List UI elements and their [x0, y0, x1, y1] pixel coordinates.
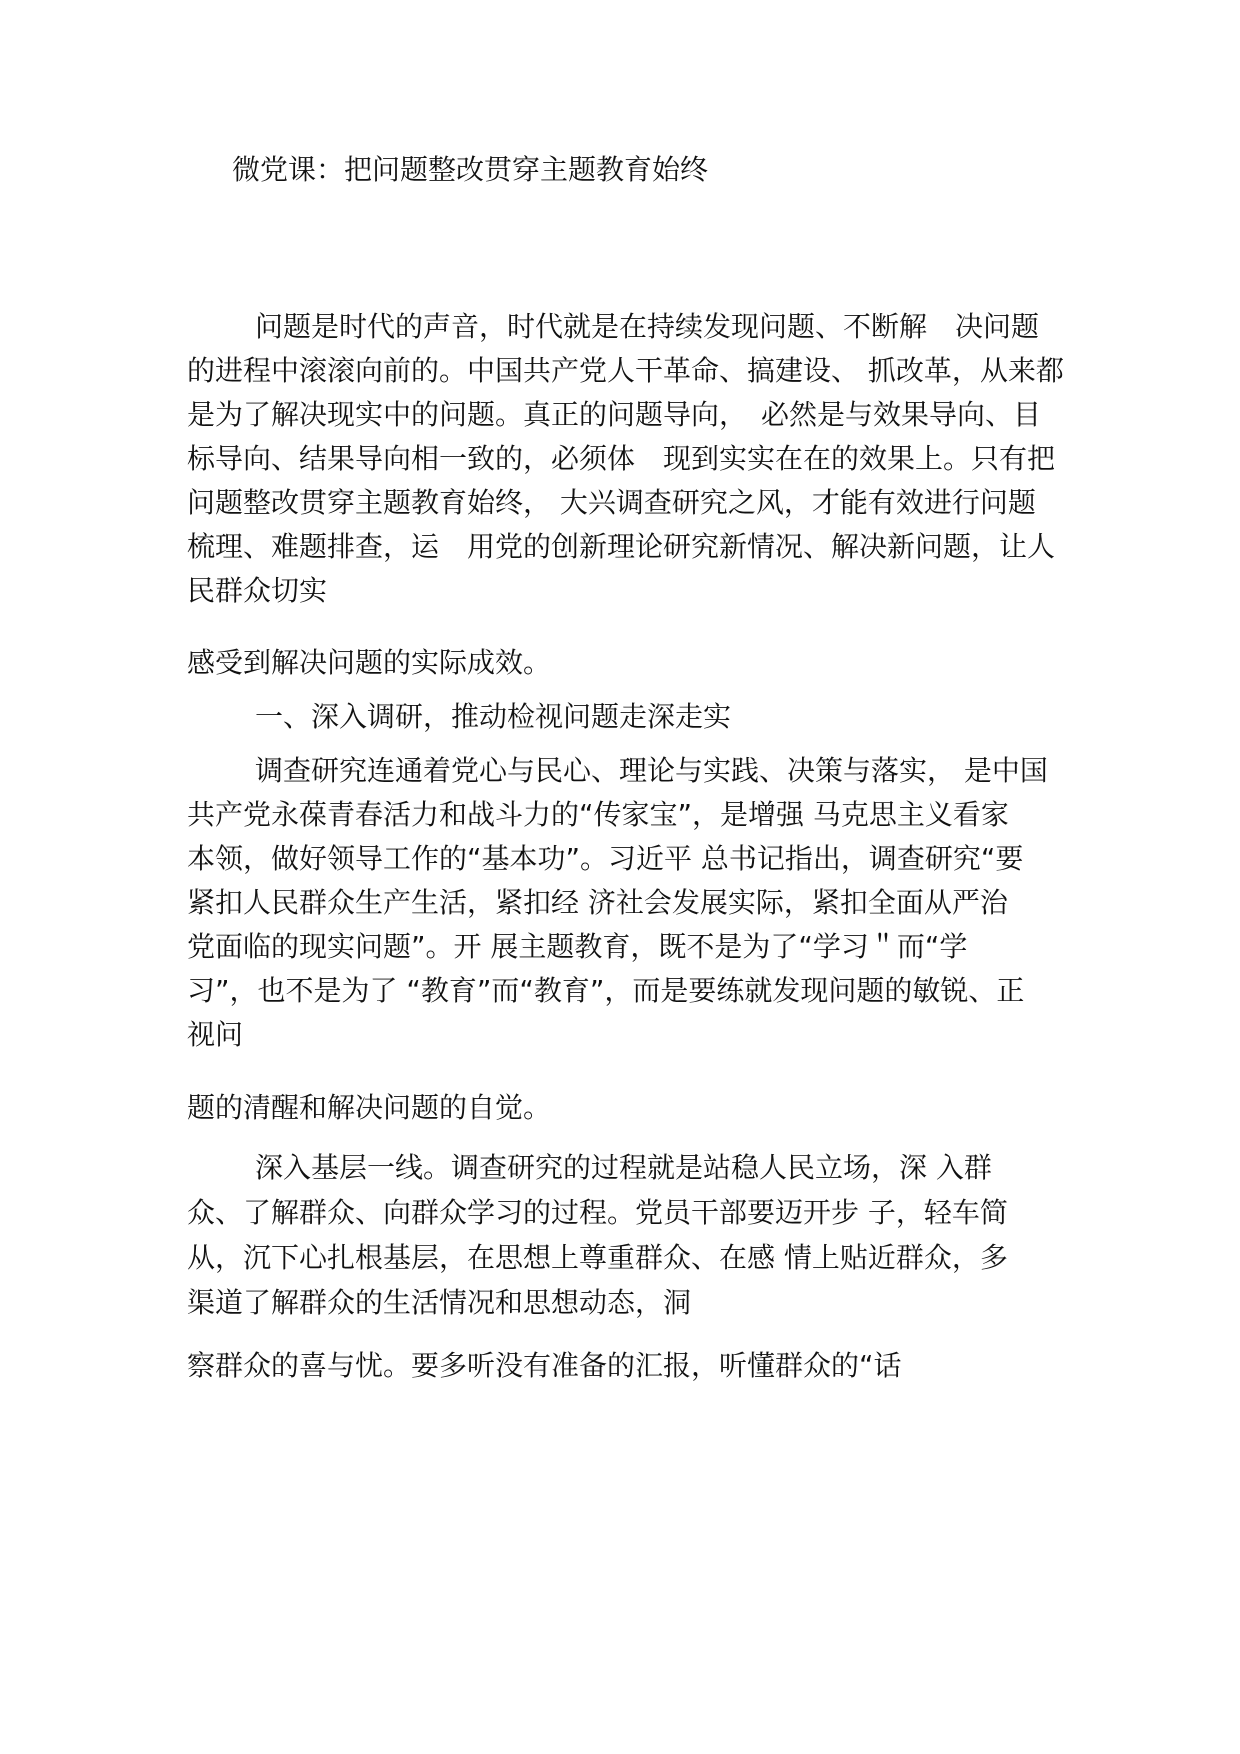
paragraph-line: 察群众的喜与忧。要多听没有准备的汇报，听懂群众的“话 — [187, 1349, 902, 1382]
paragraph-line: 问题是时代的声音，时代就是在持续发现问题、不断解 决问题 — [255, 310, 1040, 343]
paragraph-line: 调查研究连通着党心与民心、理论与实践、决策与落实， 是中国 — [255, 754, 1048, 787]
paragraph-line: 渠道了解群众的生活情况和思想动态，洞 — [187, 1286, 692, 1319]
paragraph-line: 紧扣人民群众生产生活，紧扣经 济社会发展实际，紧扣全面从严治 — [187, 886, 1008, 919]
paragraph-line: 民群众切实 — [187, 574, 328, 607]
document-title: 微党课：把问题整改贯穿主题教育始终 — [232, 153, 709, 186]
paragraph-line: 众、了解群众、向群众学习的过程。党员干部要迈开步 子，轻车简 — [187, 1196, 1008, 1229]
paragraph-line: 深入基层一线。调查研究的过程就是站稳人民立场，深 入群 — [255, 1151, 992, 1184]
paragraph-line: 是为了解决现实中的问题。真正的问题导向， 必然是与效果导向、目 — [187, 398, 1042, 431]
paragraph-line: 问题整改贯穿主题教育始终， 大兴调查研究之风，才能有效进行问题 — [187, 486, 1036, 519]
paragraph-line: 梳理、难题排查，运 用党的创新理论研究新情况、解决新问题，让人 — [187, 530, 1056, 563]
paragraph-line: 共产党永葆青春活力和战斗力的“传家宝”，是增强 马克思主义看家 — [187, 798, 1009, 831]
paragraph-line: 习”，也不是为了 “教育”而“教育”，而是要练就发现问题的敏锐、正 — [187, 974, 1025, 1007]
paragraph-line: 从，沉下心扎根基层，在思想上尊重群众、在感 情上贴近群众，多 — [187, 1241, 1008, 1274]
paragraph-line: 本领，做好领导工作的“基本功”。习近平 总书记指出，调查研究“要 — [187, 842, 1024, 875]
paragraph-line: 感受到解决问题的实际成效。 — [187, 646, 552, 679]
paragraph-line: 题的清醒和解决问题的自觉。 — [187, 1091, 552, 1124]
paragraph-line: 视问 — [187, 1018, 244, 1051]
section-heading: 一、深入调研，推动检视问题走深走实 — [255, 700, 732, 733]
paragraph-line: 标导向、结果导向相一致的，必须体 现到实实在在的效果上。只有把 — [187, 442, 1056, 475]
paragraph-line: 党面临的现实问题”。开 展主题教育，既不是为了“学习＂而“学 — [187, 930, 968, 963]
paragraph-line: 的进程中滚滚向前的。中国共产党人干革命、搞建设、 抓改革，从来都 — [187, 354, 1064, 387]
